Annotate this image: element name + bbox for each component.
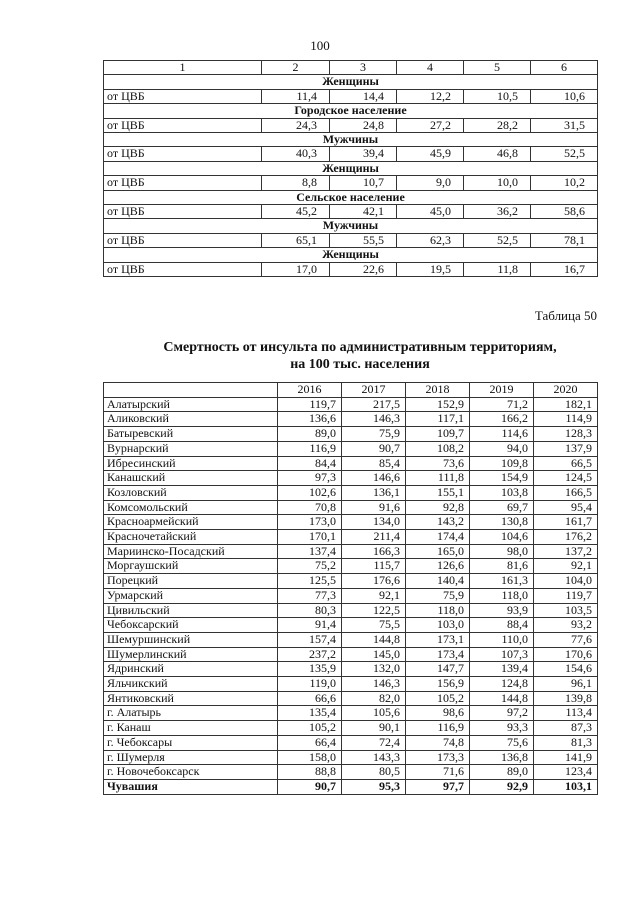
group-row <box>104 133 598 147</box>
value-cell: 75,9 <box>342 427 406 442</box>
value-cell: 161,3 <box>470 574 534 589</box>
value-cell: 114,6 <box>470 427 534 442</box>
table-row <box>104 588 598 603</box>
table-title-line2: на 100 тыс. населения <box>290 357 430 372</box>
territory-name: г. Новочебоксарск <box>104 765 278 780</box>
territory-name: Аликовский <box>104 412 278 427</box>
table-row <box>104 515 598 530</box>
value-cell: 176,2 <box>534 530 598 545</box>
group-row <box>104 190 598 204</box>
value-cell: 71,2 <box>470 397 534 412</box>
value-cell: 211,4 <box>342 530 406 545</box>
value-cell: 173,1 <box>406 632 470 647</box>
value-cell: 146,3 <box>342 412 406 427</box>
value-cell: 128,3 <box>534 427 598 442</box>
value-cell: 107,3 <box>470 647 534 662</box>
value-cell: 154,6 <box>534 662 598 677</box>
value-cell: 93,3 <box>470 721 534 736</box>
value-cell: 97,3 <box>278 471 342 486</box>
territory-name: Ядринский <box>104 662 278 677</box>
value-cell: 126,6 <box>406 559 470 574</box>
value-cell: 85,4 <box>342 456 406 471</box>
value-cell: 103,5 <box>534 603 598 618</box>
value-cell: 10,6 <box>531 89 598 103</box>
territory-name: Янтиковский <box>104 691 278 706</box>
value-cell: 165,0 <box>406 544 470 559</box>
table-row <box>104 721 598 736</box>
group-label: Женщины <box>104 248 598 262</box>
value-cell: 166,5 <box>534 485 598 500</box>
value-cell: 104,6 <box>470 530 534 545</box>
territory-name: г. Алатырь <box>104 706 278 721</box>
value-cell: 136,6 <box>278 412 342 427</box>
territory-name: Батыревский <box>104 427 278 442</box>
header-blank <box>104 383 278 398</box>
value-cell: 132,0 <box>342 662 406 677</box>
value-cell: 98,0 <box>470 544 534 559</box>
value-cell: 137,9 <box>534 441 598 456</box>
value-cell: 92,1 <box>342 588 406 603</box>
total-value: 92,9 <box>470 779 534 794</box>
table-row <box>104 147 598 161</box>
value-cell: 84,4 <box>278 456 342 471</box>
value-cell: 113,4 <box>534 706 598 721</box>
continued-table <box>103 60 598 277</box>
header-cell: 1 <box>104 61 262 75</box>
group-label: Сельское население <box>104 190 598 204</box>
territory-name: Моргаушский <box>104 559 278 574</box>
value-cell: 109,7 <box>406 427 470 442</box>
value-cell: 98,6 <box>406 706 470 721</box>
value-cell: 65,1 <box>262 233 330 247</box>
row-label: от ЦВБ <box>104 118 262 132</box>
total-row <box>104 779 598 794</box>
value-cell: 66,6 <box>278 691 342 706</box>
header-cell: 3 <box>330 61 397 75</box>
value-cell: 105,6 <box>342 706 406 721</box>
territory-name: Красноармейский <box>104 515 278 530</box>
value-cell: 102,6 <box>278 485 342 500</box>
value-cell: 11,8 <box>464 262 531 276</box>
table-row <box>104 691 598 706</box>
value-cell: 40,3 <box>262 147 330 161</box>
group-row <box>104 219 598 233</box>
territory-name: Чебоксарский <box>104 618 278 633</box>
value-cell: 78,1 <box>531 233 598 247</box>
value-cell: 124,5 <box>534 471 598 486</box>
value-cell: 10,2 <box>531 176 598 190</box>
table-row <box>104 176 598 190</box>
table-caption: Таблица 50 <box>534 308 597 323</box>
value-cell: 77,6 <box>534 632 598 647</box>
value-cell: 147,7 <box>406 662 470 677</box>
total-value: 103,1 <box>534 779 598 794</box>
value-cell: 136,8 <box>470 750 534 765</box>
value-cell: 166,2 <box>470 412 534 427</box>
value-cell: 125,5 <box>278 574 342 589</box>
table-row <box>104 485 598 500</box>
year-header: 2016 <box>278 383 342 398</box>
value-cell: 105,2 <box>406 691 470 706</box>
header-row <box>104 383 598 398</box>
territory-name: Вурнарский <box>104 441 278 456</box>
value-cell: 152,9 <box>406 397 470 412</box>
value-cell: 66,5 <box>534 456 598 471</box>
value-cell: 145,0 <box>342 647 406 662</box>
table-row <box>104 441 598 456</box>
table-title-line1: Смертность от инсульта по административным территориям, <box>163 340 557 355</box>
value-cell: 137,4 <box>278 544 342 559</box>
row-label: от ЦВБ <box>104 176 262 190</box>
value-cell: 116,9 <box>278 441 342 456</box>
value-cell: 91,4 <box>278 618 342 633</box>
value-cell: 81,6 <box>470 559 534 574</box>
table-row <box>104 544 598 559</box>
value-cell: 46,8 <box>464 147 531 161</box>
value-cell: 55,5 <box>330 233 397 247</box>
value-cell: 143,3 <box>342 750 406 765</box>
value-cell: 123,4 <box>534 765 598 780</box>
value-cell: 28,2 <box>464 118 531 132</box>
value-cell: 93,9 <box>470 603 534 618</box>
value-cell: 141,9 <box>534 750 598 765</box>
value-cell: 9,0 <box>397 176 464 190</box>
territory-name: г. Шумерля <box>104 750 278 765</box>
value-cell: 108,2 <box>406 441 470 456</box>
value-cell: 62,3 <box>397 233 464 247</box>
value-cell: 19,5 <box>397 262 464 276</box>
territory-name: Порецкий <box>104 574 278 589</box>
value-cell: 154,9 <box>470 471 534 486</box>
table-row <box>104 647 598 662</box>
value-cell: 17,0 <box>262 262 330 276</box>
value-cell: 170,6 <box>534 647 598 662</box>
value-cell: 24,3 <box>262 118 330 132</box>
group-row <box>104 104 598 118</box>
table-row <box>104 574 598 589</box>
group-label: Женщины <box>104 75 598 89</box>
table-row <box>104 706 598 721</box>
value-cell: 71,6 <box>406 765 470 780</box>
territory-name: Шумерлинский <box>104 647 278 662</box>
value-cell: 217,5 <box>342 397 406 412</box>
territory-name: Канашский <box>104 471 278 486</box>
value-cell: 103,8 <box>470 485 534 500</box>
value-cell: 58,6 <box>531 205 598 219</box>
value-cell: 157,4 <box>278 632 342 647</box>
value-cell: 66,4 <box>278 735 342 750</box>
value-cell: 8,8 <box>262 176 330 190</box>
value-cell: 155,1 <box>406 485 470 500</box>
value-cell: 89,0 <box>278 427 342 442</box>
value-cell: 10,0 <box>464 176 531 190</box>
value-cell: 72,4 <box>342 735 406 750</box>
table-row <box>104 456 598 471</box>
total-value: 90,7 <box>278 779 342 794</box>
value-cell: 139,4 <box>470 662 534 677</box>
value-cell: 69,7 <box>470 500 534 515</box>
value-cell: 119,0 <box>278 677 342 692</box>
value-cell: 52,5 <box>464 233 531 247</box>
value-cell: 146,6 <box>342 471 406 486</box>
value-cell: 73,6 <box>406 456 470 471</box>
header-row <box>104 61 598 75</box>
row-label: от ЦВБ <box>104 262 262 276</box>
value-cell: 92,8 <box>406 500 470 515</box>
value-cell: 27,2 <box>397 118 464 132</box>
table-row <box>104 735 598 750</box>
value-cell: 36,2 <box>464 205 531 219</box>
value-cell: 143,2 <box>406 515 470 530</box>
value-cell: 158,0 <box>278 750 342 765</box>
value-cell: 80,3 <box>278 603 342 618</box>
value-cell: 176,6 <box>342 574 406 589</box>
value-cell: 137,2 <box>534 544 598 559</box>
territory-name: Комсомольский <box>104 500 278 515</box>
value-cell: 105,2 <box>278 721 342 736</box>
value-cell: 52,5 <box>531 147 598 161</box>
value-cell: 135,4 <box>278 706 342 721</box>
value-cell: 91,6 <box>342 500 406 515</box>
value-cell: 24,8 <box>330 118 397 132</box>
value-cell: 39,4 <box>330 147 397 161</box>
value-cell: 115,7 <box>342 559 406 574</box>
value-cell: 174,4 <box>406 530 470 545</box>
value-cell: 74,8 <box>406 735 470 750</box>
row-label: от ЦВБ <box>104 233 262 247</box>
page-number: 100 <box>310 38 330 53</box>
value-cell: 10,7 <box>330 176 397 190</box>
value-cell: 140,4 <box>406 574 470 589</box>
value-cell: 166,3 <box>342 544 406 559</box>
group-label: Городское население <box>104 104 598 118</box>
value-cell: 88,4 <box>470 618 534 633</box>
table-row <box>104 233 598 247</box>
value-cell: 22,6 <box>330 262 397 276</box>
territory-name: Ибресинский <box>104 456 278 471</box>
value-cell: 96,1 <box>534 677 598 692</box>
territory-name: г. Канаш <box>104 721 278 736</box>
territory-name: Шемуршинский <box>104 632 278 647</box>
value-cell: 237,2 <box>278 647 342 662</box>
group-label: Мужчины <box>104 133 598 147</box>
table-row <box>104 471 598 486</box>
table-row <box>104 205 598 219</box>
value-cell: 12,2 <box>397 89 464 103</box>
value-cell: 136,1 <box>342 485 406 500</box>
value-cell: 144,8 <box>342 632 406 647</box>
territory-name: Мариинско-Посадский <box>104 544 278 559</box>
territory-name: Алатырский <box>104 397 278 412</box>
value-cell: 97,2 <box>470 706 534 721</box>
value-cell: 95,4 <box>534 500 598 515</box>
table-row <box>104 412 598 427</box>
table-row <box>104 603 598 618</box>
group-row <box>104 75 598 89</box>
value-cell: 77,3 <box>278 588 342 603</box>
value-cell: 114,9 <box>534 412 598 427</box>
value-cell: 14,4 <box>330 89 397 103</box>
header-cell: 6 <box>531 61 598 75</box>
table-title <box>100 339 620 373</box>
table-row <box>104 765 598 780</box>
value-cell: 116,9 <box>406 721 470 736</box>
year-header: 2019 <box>470 383 534 398</box>
value-cell: 81,3 <box>534 735 598 750</box>
value-cell: 119,7 <box>278 397 342 412</box>
table-row <box>104 559 598 574</box>
value-cell: 122,5 <box>342 603 406 618</box>
table-row <box>104 632 598 647</box>
value-cell: 146,3 <box>342 677 406 692</box>
total-value: 95,3 <box>342 779 406 794</box>
value-cell: 109,8 <box>470 456 534 471</box>
row-label: от ЦВБ <box>104 89 262 103</box>
value-cell: 173,3 <box>406 750 470 765</box>
territory-name: Красночетайский <box>104 530 278 545</box>
territory-name: г. Чебоксары <box>104 735 278 750</box>
territory-name: Козловский <box>104 485 278 500</box>
year-header: 2020 <box>534 383 598 398</box>
table-row <box>104 89 598 103</box>
table-row <box>104 677 598 692</box>
value-cell: 118,0 <box>470 588 534 603</box>
territory-name: Цивильский <box>104 603 278 618</box>
header-cell: 5 <box>464 61 531 75</box>
year-header: 2018 <box>406 383 470 398</box>
stroke-mortality-table <box>103 382 598 795</box>
territory-name: Яльчикский <box>104 677 278 692</box>
value-cell: 182,1 <box>534 397 598 412</box>
row-label: от ЦВБ <box>104 205 262 219</box>
value-cell: 118,0 <box>406 603 470 618</box>
value-cell: 75,9 <box>406 588 470 603</box>
table-row <box>104 618 598 633</box>
value-cell: 173,0 <box>278 515 342 530</box>
table-row <box>104 397 598 412</box>
table-row <box>104 750 598 765</box>
value-cell: 75,5 <box>342 618 406 633</box>
group-label: Женщины <box>104 161 598 175</box>
value-cell: 75,2 <box>278 559 342 574</box>
total-label: Чувашия <box>104 779 278 794</box>
row-label: от ЦВБ <box>104 147 262 161</box>
value-cell: 144,8 <box>470 691 534 706</box>
value-cell: 119,7 <box>534 588 598 603</box>
header-cell: 4 <box>397 61 464 75</box>
value-cell: 45,0 <box>397 205 464 219</box>
table-row <box>104 262 598 276</box>
header-cell: 2 <box>262 61 330 75</box>
value-cell: 16,7 <box>531 262 598 276</box>
table-row <box>104 118 598 132</box>
value-cell: 31,5 <box>531 118 598 132</box>
value-cell: 111,8 <box>406 471 470 486</box>
value-cell: 110,0 <box>470 632 534 647</box>
value-cell: 82,0 <box>342 691 406 706</box>
value-cell: 139,8 <box>534 691 598 706</box>
year-header: 2017 <box>342 383 406 398</box>
value-cell: 104,0 <box>534 574 598 589</box>
table-row <box>104 530 598 545</box>
value-cell: 89,0 <box>470 765 534 780</box>
value-cell: 173,4 <box>406 647 470 662</box>
value-cell: 10,5 <box>464 89 531 103</box>
value-cell: 93,2 <box>534 618 598 633</box>
value-cell: 103,0 <box>406 618 470 633</box>
table-row <box>104 500 598 515</box>
value-cell: 135,9 <box>278 662 342 677</box>
value-cell: 45,9 <box>397 147 464 161</box>
value-cell: 42,1 <box>330 205 397 219</box>
value-cell: 80,5 <box>342 765 406 780</box>
value-cell: 170,1 <box>278 530 342 545</box>
value-cell: 117,1 <box>406 412 470 427</box>
value-cell: 130,8 <box>470 515 534 530</box>
territory-name: Урмарский <box>104 588 278 603</box>
total-value: 97,7 <box>406 779 470 794</box>
value-cell: 156,9 <box>406 677 470 692</box>
value-cell: 87,3 <box>534 721 598 736</box>
value-cell: 88,8 <box>278 765 342 780</box>
group-row <box>104 161 598 175</box>
value-cell: 45,2 <box>262 205 330 219</box>
group-row <box>104 248 598 262</box>
value-cell: 11,4 <box>262 89 330 103</box>
group-label: Мужчины <box>104 219 598 233</box>
value-cell: 134,0 <box>342 515 406 530</box>
value-cell: 70,8 <box>278 500 342 515</box>
value-cell: 75,6 <box>470 735 534 750</box>
table-row <box>104 662 598 677</box>
value-cell: 161,7 <box>534 515 598 530</box>
table-row <box>104 427 598 442</box>
value-cell: 90,7 <box>342 441 406 456</box>
value-cell: 90,1 <box>342 721 406 736</box>
value-cell: 94,0 <box>470 441 534 456</box>
value-cell: 92,1 <box>534 559 598 574</box>
value-cell: 124,8 <box>470 677 534 692</box>
